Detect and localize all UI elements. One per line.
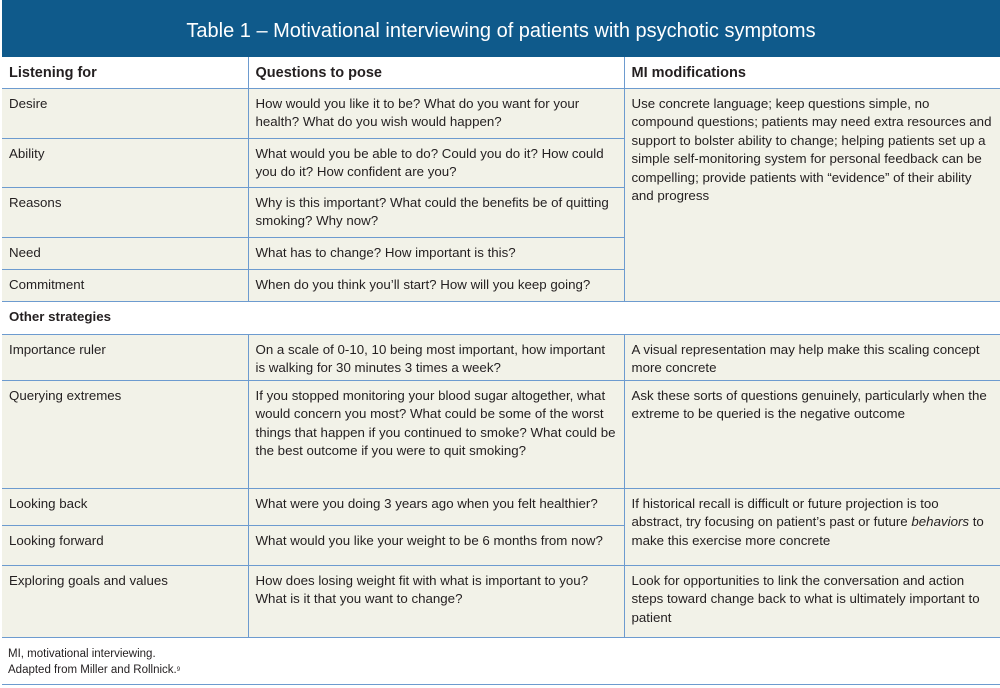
header-row	[2, 57, 1000, 88]
row-label: Desire	[2, 88, 248, 138]
table-row	[2, 565, 1000, 637]
mod-text: to make this exercise more concrete	[631, 514, 984, 548]
row-questions: What were you doing 3 years ago when you felt healthier?	[248, 488, 624, 525]
row-questions: On a scale of 0-10, 10 being most important, how important is walking for 30 minutes 3 times a week?	[248, 334, 624, 380]
abbreviation-note: MI, motivational interviewing.	[8, 648, 156, 660]
row-modifications: Ask these sorts of questions genuinely, particularly when the extreme to be queried is the negative outcome	[624, 380, 1000, 488]
section-row	[2, 301, 1000, 334]
section-label: Other strategies	[2, 301, 1000, 334]
table-row	[2, 334, 1000, 380]
table-title: Table 1 – Motivational interviewing of patients with psychotic symptoms	[2, 0, 1000, 57]
table-row	[2, 88, 1000, 138]
header-questions: Questions to pose	[248, 57, 624, 88]
reference-number: 9	[176, 667, 181, 673]
row-modifications	[624, 488, 1000, 565]
row-questions: What has to change? How important is this?	[248, 237, 624, 269]
mi-table	[2, 57, 1000, 638]
row-questions: What would you like your weight to be 6 months from now?	[248, 525, 624, 565]
row-questions: What would you be able to do? Could you do it? How could you do it? How confident are you?	[248, 138, 624, 187]
mod-text: If historical recall is difficult or future projection is too abstract, try focusing on patient’s past or future	[631, 495, 939, 529]
bottom-rule	[2, 684, 1000, 685]
mod-emphasis: behaviors	[911, 514, 970, 529]
row-label: Looking forward	[2, 525, 248, 565]
row-label: Exploring goals and values	[2, 565, 248, 637]
footnotes	[8, 646, 180, 678]
row-label: Querying extremes	[2, 380, 248, 488]
table-row	[2, 488, 1000, 525]
row-questions: How does losing weight fit with what is important to you? What is it that you want to change?	[248, 565, 624, 637]
row-questions: How would you like it to be? What do you want for your health? What do you wish would happen?	[248, 88, 624, 138]
source-note	[8, 662, 180, 678]
row-modifications: A visual representation may help make this scaling concept more concrete	[624, 334, 1000, 380]
table-bottom-rule	[2, 637, 1000, 638]
row-label: Reasons	[2, 187, 248, 237]
table-row	[2, 380, 1000, 488]
header-listening-for: Listening for	[2, 57, 248, 88]
row-questions: Why is this important? What could the benefits be of quitting smoking? Why now?	[248, 187, 624, 237]
row-label: Commitment	[2, 269, 248, 301]
row-questions: If you stopped monitoring your blood sugar altogether, what would concern you most? What could be some of the worst things that happen if you continued to smoke? What could be the best outcome if you were to quit smoking?	[248, 380, 624, 488]
row-label: Ability	[2, 138, 248, 187]
source-text: Adapted from Miller and Rollnick.	[8, 664, 177, 676]
row-questions: When do you think you’ll start? How will you keep going?	[248, 269, 624, 301]
row-label: Importance ruler	[2, 334, 248, 380]
row-label: Looking back	[2, 488, 248, 525]
row-modifications: Look for opportunities to link the conversation and action steps toward change back to what is ultimately important to patient	[624, 565, 1000, 637]
row-label: Need	[2, 237, 248, 269]
row-modifications: Use concrete language; keep questions simple, no compound questions; patients may need extra resources and support to bolster ability to change; helping patients set up a simple self-monitoring system for personal feedback can be compelling; provide patients with “evidence” of their ability and progress	[624, 88, 1000, 301]
header-modifications: MI modifications	[624, 57, 1000, 88]
